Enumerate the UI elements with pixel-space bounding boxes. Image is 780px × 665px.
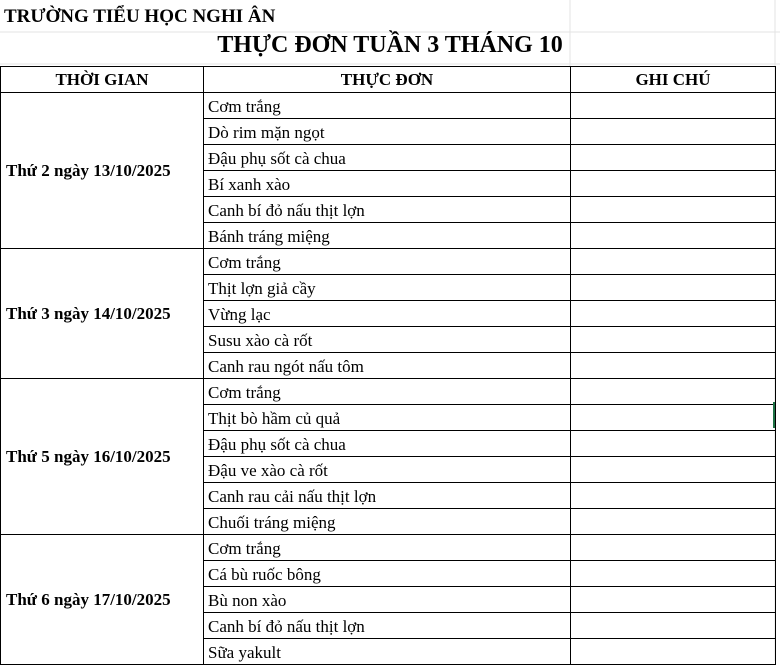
- dish-cell[interactable]: Bánh tráng miệng: [204, 223, 571, 249]
- dish-cell[interactable]: Cơm trắng: [204, 379, 571, 405]
- note-cell[interactable]: [571, 509, 776, 535]
- dish-cell[interactable]: Chuối tráng miệng: [204, 509, 571, 535]
- table-row: [1, 249, 776, 275]
- dish-cell[interactable]: Canh rau ngót nấu tôm: [204, 353, 571, 379]
- dish-cell[interactable]: Đậu ve xào cà rốt: [204, 457, 571, 483]
- note-cell[interactable]: [571, 249, 776, 275]
- dish-cell[interactable]: Cơm trắng: [204, 249, 571, 275]
- note-cell[interactable]: [571, 561, 776, 587]
- header-note[interactable]: GHI CHÚ: [571, 67, 776, 93]
- header-menu[interactable]: THỰC ĐƠN: [204, 67, 571, 93]
- menu-title: THỰC ĐƠN TUẦN 3 THÁNG 10: [217, 32, 563, 58]
- dish-cell[interactable]: Sữa yakult: [204, 639, 571, 665]
- note-cell[interactable]: [571, 223, 776, 249]
- note-cell[interactable]: [571, 431, 776, 457]
- note-cell[interactable]: [571, 275, 776, 301]
- table-row: [1, 93, 776, 119]
- table-row: [1, 379, 776, 405]
- note-cell[interactable]: [571, 171, 776, 197]
- note-cell[interactable]: [571, 613, 776, 639]
- menu-body: [1, 93, 776, 665]
- dish-cell[interactable]: Cơm trắng: [204, 535, 571, 561]
- dish-cell[interactable]: Bí xanh xào: [204, 171, 571, 197]
- note-cell[interactable]: [571, 197, 776, 223]
- dish-cell[interactable]: Đậu phụ sốt cà chua: [204, 145, 571, 171]
- header-time[interactable]: THỜI GIAN: [1, 67, 204, 93]
- note-cell[interactable]: [571, 535, 776, 561]
- day-cell[interactable]: Thứ 5 ngày 16/10/2025: [1, 379, 204, 535]
- menu-table: [0, 66, 776, 665]
- dish-cell[interactable]: Bù non xào: [204, 587, 571, 613]
- note-cell[interactable]: [571, 353, 776, 379]
- table-row: [1, 535, 776, 561]
- dish-cell[interactable]: Vừng lạc: [204, 301, 571, 327]
- dish-cell[interactable]: Thịt bò hầm củ quả: [204, 405, 571, 431]
- note-cell[interactable]: [571, 93, 776, 119]
- dish-cell[interactable]: Canh rau cải nấu thịt lợn: [204, 483, 571, 509]
- day-cell[interactable]: Thứ 2 ngày 13/10/2025: [1, 93, 204, 249]
- note-cell[interactable]: [571, 119, 776, 145]
- dish-cell[interactable]: Thịt lợn giả cầy: [204, 275, 571, 301]
- day-cell[interactable]: Thứ 3 ngày 14/10/2025: [1, 249, 204, 379]
- note-cell[interactable]: [571, 379, 776, 405]
- selected-cell-indicator: [773, 402, 779, 428]
- note-cell[interactable]: [571, 145, 776, 171]
- note-cell[interactable]: [571, 483, 776, 509]
- dish-cell[interactable]: Dò rim mặn ngọt: [204, 119, 571, 145]
- dish-cell[interactable]: Đậu phụ sốt cà chua: [204, 431, 571, 457]
- note-cell[interactable]: [571, 457, 776, 483]
- dish-cell[interactable]: Susu xào cà rốt: [204, 327, 571, 353]
- dish-cell[interactable]: Canh bí đỏ nấu thịt lợn: [204, 613, 571, 639]
- school-name: TRƯỜNG TIỂU HỌC NGHI ÂN: [4, 6, 276, 27]
- day-cell[interactable]: Thứ 6 ngày 17/10/2025: [1, 535, 204, 665]
- note-cell[interactable]: [571, 587, 776, 613]
- note-cell[interactable]: [571, 405, 776, 431]
- dish-cell[interactable]: Canh bí đỏ nấu thịt lợn: [204, 197, 571, 223]
- dish-cell[interactable]: Cá bù ruốc bông: [204, 561, 571, 587]
- note-cell[interactable]: [571, 301, 776, 327]
- header-row: [1, 67, 776, 93]
- dish-cell[interactable]: Cơm trắng: [204, 93, 571, 119]
- note-cell[interactable]: [571, 327, 776, 353]
